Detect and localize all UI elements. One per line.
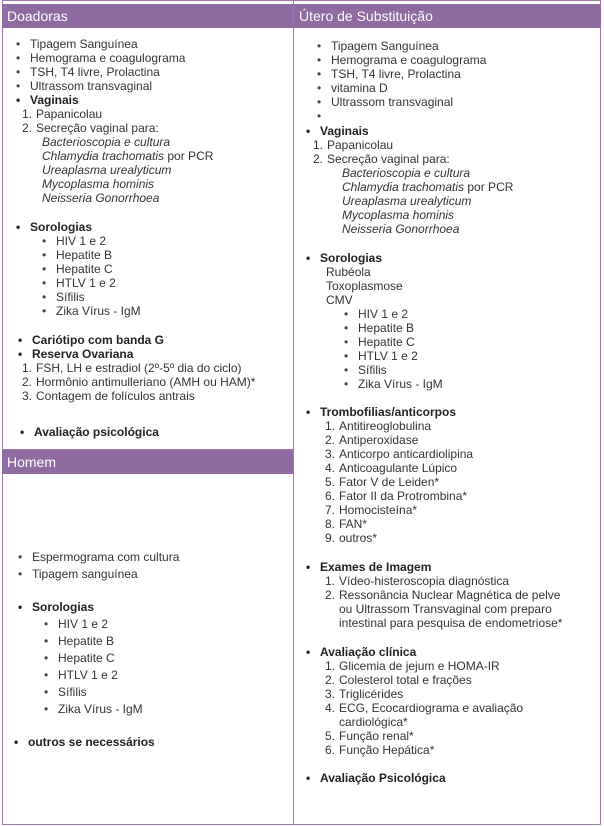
- sub-item: Neisseria Gonorrhoea: [42, 191, 160, 205]
- list-item: • Ultrassom transvaginal: [30, 79, 152, 93]
- section-label: • Sorologias: [30, 220, 92, 234]
- sub-item-suffix: por PCR: [464, 180, 514, 194]
- section-label: • Avaliação Psicológica: [320, 771, 446, 785]
- list-item: • Zika Vírus - IgM: [58, 702, 143, 716]
- list-number: 6.: [324, 743, 335, 757]
- list-number: 1.: [21, 361, 32, 375]
- list-number: 7.: [324, 503, 335, 517]
- list-item: • HTLV 1 e 2: [358, 349, 418, 363]
- list-item: Antiperoxidase: [339, 433, 419, 447]
- list-item: • Hepatite C: [358, 335, 415, 349]
- list-number: 2.: [312, 152, 323, 166]
- list-item: • HIV 1 e 2: [56, 234, 106, 248]
- sub-item: Mycoplasma hominis: [342, 208, 455, 222]
- list-number: 4.: [324, 461, 335, 475]
- list-item: Toxoplasmose: [326, 279, 403, 293]
- list-item: Papanicolau: [327, 138, 394, 152]
- utero-header: Útero de Substituição: [294, 4, 601, 28]
- list-number: 1.: [312, 138, 323, 152]
- list-item: • Sífilis: [358, 363, 387, 377]
- section-label: • Cariótipo com banda G: [32, 333, 164, 347]
- list-item: Colesterol total e frações: [339, 673, 472, 687]
- section-label: • Avaliação psicológica: [34, 425, 159, 439]
- list-item: • Hepatite B: [358, 321, 414, 335]
- list-item: outros*: [339, 531, 378, 545]
- list-item-line: cardiológica*: [339, 715, 408, 729]
- list-item: FAN*: [339, 517, 368, 531]
- list-number: 9.: [324, 531, 335, 545]
- list-item: • Hemograma e coagulograma: [331, 53, 486, 67]
- list-item: • Tipagem sanguínea: [32, 567, 138, 581]
- list-item: Função renal*: [339, 729, 414, 743]
- right-column: [293, 0, 601, 825]
- list-number: 3.: [324, 687, 335, 701]
- list-item: • HTLV 1 e 2: [58, 668, 118, 682]
- list-number: 5.: [324, 475, 335, 489]
- list-item: CMV: [326, 293, 353, 307]
- list-number: 3.: [324, 447, 335, 461]
- list-item: • Tipagem Sanguínea: [331, 39, 439, 53]
- section-label: • Reserva Ovariana: [32, 347, 133, 361]
- list-number: 2.: [324, 673, 335, 687]
- list-item: Fator V de Leiden*: [339, 475, 440, 489]
- list-item: Vídeo-histeroscopia diagnóstica: [339, 574, 510, 588]
- list-item: • HIV 1 e 2: [58, 617, 108, 631]
- list-number: 2.: [324, 588, 335, 602]
- sub-item-species: Chlamydia trachomatis: [342, 180, 465, 194]
- sub-item: Ureaplasma urealyticum: [342, 194, 472, 208]
- list-number: 8.: [324, 517, 335, 531]
- list-item: • Tipagem Sanguínea: [30, 37, 138, 51]
- list-item: Função Hepática*: [339, 743, 435, 757]
- list-item: • vitamina D: [331, 81, 388, 95]
- section-label: • Sorologias: [320, 251, 382, 265]
- doadoras-header: Doadoras: [2, 4, 293, 28]
- list-item: Anticoagulante Lúpico: [339, 461, 458, 475]
- homem-header: Homem: [2, 450, 293, 474]
- list-item: • Sífilis: [56, 290, 85, 304]
- sub-item-suffix: por PCR: [164, 149, 214, 163]
- list-number: 2.: [324, 433, 335, 447]
- list-item: Papanicolau: [36, 107, 103, 121]
- sub-item: Bacterioscopia e cultura: [342, 166, 471, 180]
- list-item: Secreção vaginal para:: [327, 152, 450, 166]
- list-number: 1.: [21, 107, 32, 121]
- list-number: 5.: [324, 729, 335, 743]
- list-item: Secreção vaginal para:: [36, 121, 159, 135]
- list-item: • Hepatite C: [56, 262, 113, 276]
- list-number: 3.: [21, 389, 32, 403]
- left-column: [2, 0, 293, 825]
- list-number: 4.: [324, 701, 335, 715]
- list-item: Rubéola: [326, 265, 371, 279]
- list-item: • HTLV 1 e 2: [56, 276, 116, 290]
- sub-item: Bacterioscopia e cultura: [42, 135, 171, 149]
- list-item: • Ultrassom transvaginal: [331, 95, 453, 109]
- list-number: 2.: [21, 121, 32, 135]
- list-item: • Espermograma com cultura: [32, 550, 179, 564]
- list-item: • Hemograma e coagulograma: [30, 51, 185, 65]
- list-item: • HIV 1 e 2: [358, 307, 408, 321]
- list-item: Glicemia de jejum e HOMA-IR: [339, 659, 500, 673]
- list-item: Triglicérides: [339, 687, 404, 701]
- list-item: • Sífilis: [58, 685, 87, 699]
- list-item: Anticorpo anticardiolipina: [339, 447, 474, 461]
- list-number: 6.: [324, 489, 335, 503]
- section-label: • Sorologias: [32, 600, 94, 614]
- list-item: Homocisteína*: [339, 503, 418, 517]
- list-item: • Zika Vírus - IgM: [56, 304, 141, 318]
- list-item: Fator II da Protrombina*: [339, 489, 468, 503]
- list-number: 1.: [324, 419, 335, 433]
- list-item: FSH, LH e estradiol (2º-5º dia do ciclo): [36, 361, 242, 375]
- section-label: • Vaginais: [30, 93, 79, 107]
- section-label: • Trombofilias/anticorpos: [320, 405, 456, 419]
- section-label: • Exames de Imagem: [320, 560, 431, 574]
- list-item-line: ECG, Ecocardiograma e avaliação: [339, 701, 524, 715]
- list-item-line: intestinal para pesquisa de endometriose*: [339, 616, 563, 630]
- sub-item: Ureaplasma urealyticum: [42, 163, 172, 177]
- list-item-line: Ressonância Nuclear Magnética de pelve: [339, 588, 561, 602]
- list-item-line: ou Ultrassom Transvaginal com preparo: [339, 602, 552, 616]
- sub-item: Mycoplasma hominis: [42, 177, 155, 191]
- list-item: • Hepatite B: [56, 248, 112, 262]
- sub-item-species: Chlamydia trachomatis: [42, 149, 165, 163]
- list-item: Antitireoglobulina: [339, 419, 432, 433]
- list-number: 1.: [324, 574, 335, 588]
- section-label: • Avaliação clínica: [320, 645, 416, 659]
- list-number: 1.: [324, 659, 335, 673]
- sub-item: [342, 180, 513, 194]
- section-label: • Vaginais: [320, 124, 369, 138]
- list-number: 2.: [21, 375, 32, 389]
- list-item: Contagem de folículos antrais: [36, 389, 195, 403]
- list-item: Hormônio antimulleriano (AMH ou HAM)*: [36, 375, 256, 389]
- sub-item: [42, 149, 213, 163]
- section-label: • outros se necessários: [28, 735, 155, 749]
- list-item: • Hepatite C: [58, 651, 115, 665]
- list-item: • Zika Vírus - IgM: [358, 377, 443, 391]
- sub-item: Neisseria Gonorrhoea: [342, 222, 460, 236]
- list-item: • TSH, T4 livre, Prolactina: [30, 65, 160, 79]
- list-item: • Hepatite B: [58, 634, 114, 648]
- list-item: • TSH, T4 livre, Prolactina: [331, 67, 461, 81]
